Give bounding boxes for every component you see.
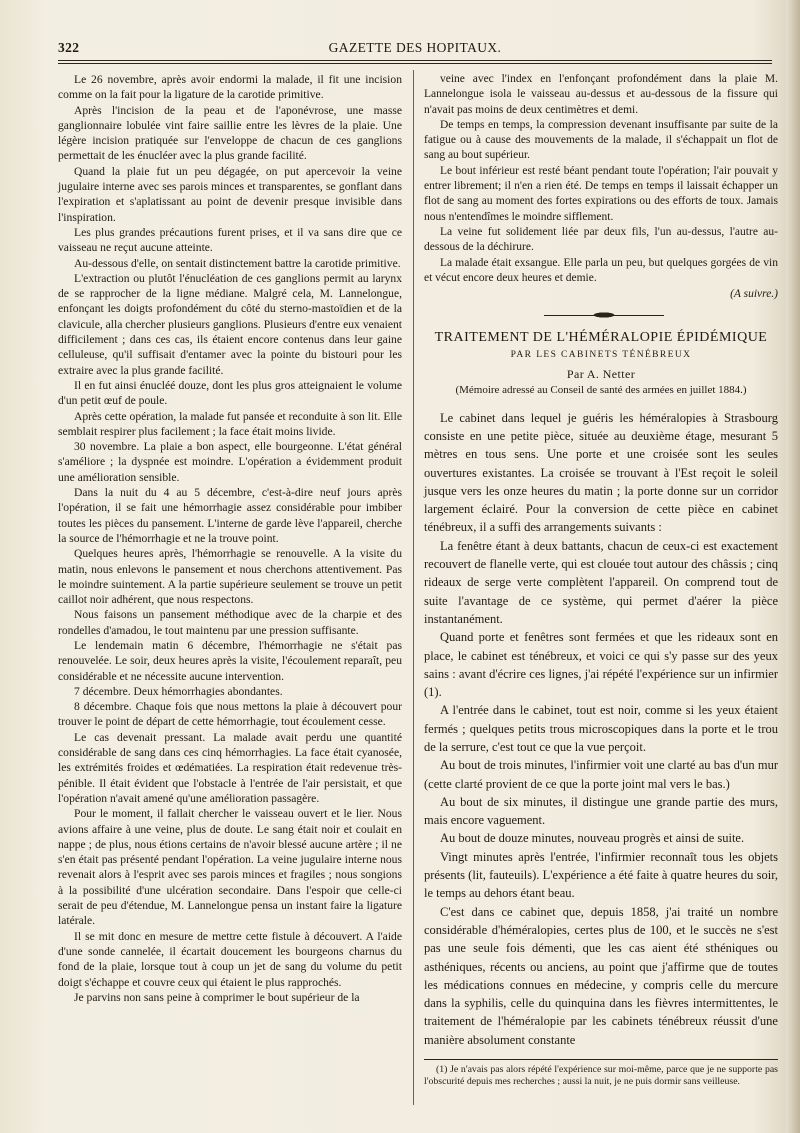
paragraph: Quelques heures après, l'hémorrhagie se renouvelle. A la visite du matin, nous enlevons le pansement et nous cherchons attentivement. Pas le moindre suintement. A la partie supérieure seulement se trouve un petit caillot noir adhérent, que nous respectons. [58, 547, 402, 607]
footnote-rule [424, 1059, 778, 1060]
article-paragraph: Le cabinet dans lequel je guéris les héméralopies à Strasbourg consiste en une petite pièce, située au deuxième étage, mesurant 5 mètres en tous sens. Une porte et une croisée sont les seules ouvertures existantes. La croisée se trouvant à l'Est reçoit le soleil jusque vers les onze heures du matin ; la porte donne sur un corridor largement éclairé. Pour la conversion de cette pièce en cabinet ténébreux, il a suffi des arrangements suivants : [424, 410, 778, 535]
left-column [58, 72, 402, 1005]
paragraph: L'extraction ou plutôt l'énucléation de ces ganglions permit au larynx de se rapprocher de la ligne médiane. Malgré cela, M. Lannelongue, enfonçant les doigts profondément du côté du sterno-mastoïdien et de la clavicule, alla chercher plusieurs ganglions. Plusieurs d'entre eux venaient difficilement ; dans ces cas, ils étaient encore contenus dans leur gaine celluleuse, qu'il suffisait d'entamer avec la pointe du bistouri pour les extraire avec la plus grande facilité. [58, 271, 402, 377]
article-paragraph: Vingt minutes après l'entrée, l'infirmier reconnaît tous les objets présents (lit, fauteuils). L'expérience a été faite à quatre heures du soir, le temps au dehors étant beau. [424, 849, 778, 901]
paragraph: 30 novembre. La plaie a bon aspect, elle bourgeonne. L'état général s'améliore ; la dyspnée est moindre. L'opération a évidemment produit une amélioration sensible. [58, 440, 402, 484]
right-column [424, 72, 778, 1088]
article-paragraph: Au bout de six minutes, il distingue une grande partie des murs, mais encore vaguement. [424, 794, 778, 828]
article-note: (Mémoire adressé au Conseil de santé des armées en juillet 1884.) [455, 384, 747, 397]
paragraph: Je parvins non sans peine à comprimer le bout supérieur de la [74, 990, 360, 1004]
paragraph: Le 26 novembre, après avoir endormi la malade, il fit une incision comme on la fait pour la ligature de la carotide primitive. [58, 73, 402, 102]
article-paragraph: C'est dans ce cabinet que, depuis 1858, j'ai traité un nombre considérable d'héméralopies, certes plus de 100, et le succès ne s'est pas une seule fois démenti, que les cas aient été sthéniques ou asthéniques, récents ou anciens, au point que j'affirme que de toutes les médications connues en médecine, y compris celle du mercure dans la syphilis, celle du quinquina dans les fièvres intermittentes, le traitement de l'héméralopie par les cabinets ténébreux réussit d'une manière absolument constante [424, 904, 778, 1047]
paragraph: Le lendemain matin 6 décembre, l'hémorrhagie ne s'était pas renouvelée. Le soir, deux heures après la visite, l'écoulement reparaît, peu considérable et ne nécessite aucune intervention. [58, 638, 402, 683]
paragraph: Le bout inférieur est resté béant pendant toute l'opération; l'air pouvait y entrer librement; il n'en a rien été. De temps en temps il laissait échapper un flot de sang au moment des fortes expirations ou des efforts de toux. Jamais nous n'entendîmes le moindre sifflement. [424, 164, 778, 223]
column-divider [413, 70, 414, 1105]
article-title: TRAITEMENT DE L'HÉMÉRALOPIE ÉPIDÉMIQUE [434, 330, 768, 346]
paragraph: Au-dessous d'elle, on sentait distinctement battre la carotide primitive. [74, 256, 401, 270]
paragraph: Les plus grandes précautions furent prises, et il va sans dire que ce vaisseau ne reçut aucune atteinte. [58, 225, 402, 255]
paragraph: La veine fut solidement liée par deux fils, l'un au-dessus, l'autre au-dessous de la déchirure. [424, 225, 778, 254]
paragraph: 7 décembre. Deux hémorrhagies abondantes. [74, 684, 283, 698]
paragraph: La malade était exsangue. Elle parla un peu, but quelques gorgées de vin et vécut encore deux heures et demie. [424, 256, 778, 284]
paragraph: Il se mit donc en mesure de mettre cette fistule à découvert. A l'aide d'une sonde cannelée, il écartait doucement les bourgeons charnus du fond de la plaie, lorsque tout à coup un jet de sang du volume du petit doigt s'échappe et couvre ceux qui étaient le plus rapprochés. [58, 929, 402, 989]
page-number: 322 [58, 40, 80, 55]
section-ornament [424, 310, 778, 320]
paragraph: Il en fut ainsi énucléé douze, dont les plus gros atteignaient le volume d'un petit œuf de poule. [58, 378, 402, 408]
paragraph: Le cas devenait pressant. La malade avait perdu une quantité considérable de sang dans ces cinq hémorrhagies. La face était cyanosée, les extrémités froides et œdématiées. La respiration était redevenue très-pénible. Il était évident que l'obstacle à l'entrée de l'air persistait, et que l'opération n'avait amené qu'une amélioration passagère. [58, 730, 402, 805]
article-paragraph: Au bout de trois minutes, l'infirmier voit une clarté au bas d'un mur (cette clarté provient de ce que la porte joint mal vers le bas.) [424, 758, 778, 791]
footnote: (1) Je n'avais pas alors répété l'expérience sur moi-même, parce que je ne supporte pas l'obscurité depuis mes recherches ; aussi la nuit, je ne puis dormir sans veilleuse. [424, 1064, 778, 1088]
article-paragraph: Quand porte et fenêtres sont fermées et que les rideaux sont en place, le cabinet est ténébreux, et voici ce qui s'y passe sur des yeux sains : avant d'écrire ces lignes, j'ai répété l'expérience sur un infirmier (1). [424, 630, 778, 700]
article-subtitle: PAR LES CABINETS TÉNÉBREUX [510, 349, 692, 360]
paragraph: Nous faisons un pansement méthodique avec de la charpie et des rondelles d'amadou, le tout maintenu par une pression suffisante. [58, 608, 402, 637]
paragraph: Après l'incision de la peau et de l'aponévrose, une masse ganglionnaire lobulée vint faire saillie entre les lèvres de la plaie. Une légère incision pratiquée sur l'enveloppe de chacun de ces ganglions permettait de les énucléer avec la plus grande facilité. [58, 103, 402, 163]
to-be-continued: (A suivre.) [730, 288, 778, 301]
paragraph: De temps en temps, la compression devenant insuffisante par suite de la fatigue ou à cause des mouvements de la malade, il s'échappait un flot de sang au bout supérieur. [424, 118, 778, 162]
page-edge-shadow [786, 0, 800, 1133]
paragraph: 8 décembre. Chaque fois que nous mettons la plaie à découvert pour trouver le point de départ de cette hémorrhagie, tout écoulement cesse. [58, 700, 402, 729]
paragraph: veine avec l'index en l'enfonçant profondément dans la plaie M. Lannelongue isola le vaisseau au-dessus et au-dessous de la fissure qui n'avait pas moins de deux centimètres et demi. [424, 73, 778, 116]
paragraph: Après cette opération, la malade fut pansée et reconduite à son lit. Elle semblait respirer plus facilement ; la face était moins livide. [58, 409, 402, 438]
paragraph: Pour le moment, il fallait chercher le vaisseau ouvert et le lier. Nous avions affaire à une veine, plus de doute. Le sang était noir et coulait en nappe ; de plus, nous étions certains de n'avoir blessé aucune artère ; il ne s'en était pas présenté pendant l'opération. La veine jugulaire interne nous revenait alors à l'esprit avec ses parois minces et fragiles ; nous songions à la possibilité d'une ulcération secondaire. Dans l'espoir que celle-ci serait de peu d'étendue, M. Lannelongue pensa un instant faire la ligature latérale. [58, 807, 402, 928]
page-header [58, 36, 772, 60]
article-paragraph: La fenêtre étant à deux battants, chacun de ceux-ci est exactement recouvert de flanelle verte, qui est clouée tout autour des châssis ; cinq rideaux de serge verte complètent l'appareil. On comprend tout de suite l'avantage de ce système, qui permet d'aérer la pièce instantanément. [424, 538, 778, 626]
article-author: Par A. Netter [566, 367, 636, 382]
header-rule [58, 60, 772, 64]
article-paragraph: Au bout de douze minutes, nouveau progrès et ainsi de suite. [440, 831, 745, 846]
paragraph: Dans la nuit du 4 au 5 décembre, c'est-à-dire neuf jours après l'opération, il se fait une hémorrhagie assez considérable pour imbiber toutes les pièces du pansement. L'interne de garde lève l'appareil, cherche la source de l'hémorrhagie et ne la trouve point. [58, 486, 402, 545]
ornament-knot [584, 310, 624, 320]
paragraph: Quand la plaie fut un peu dégagée, on put apercevoir la veine jugulaire interne avec ses parois minces et transparentes, se gonflant dans l'expiration et s'aplatissant au point de devenir presque invisible dans l'inspiration. [58, 164, 402, 224]
article-paragraph: A l'entrée dans le cabinet, tout est noir, comme si les yeux étaient fermés ; quelques petits trous microscopiques dans la porte et le trou de la serrure, c'est tout ce que la vue perçoit. [424, 703, 778, 754]
running-title: GAZETTE DES HOPITAUX. [328, 40, 502, 55]
